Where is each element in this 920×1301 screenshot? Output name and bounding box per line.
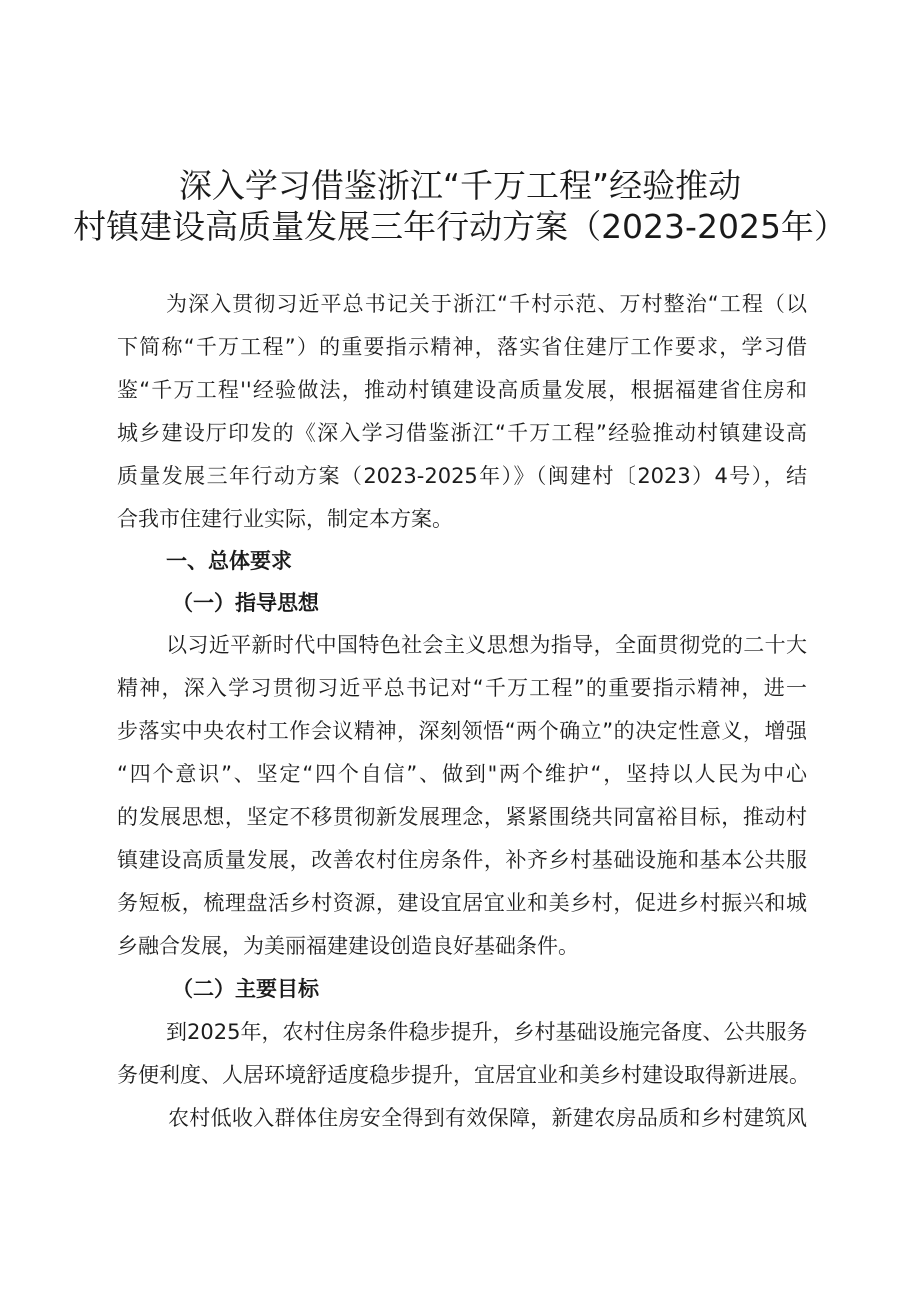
paragraph-line: 乡融合发展，为美丽福建建设创造良好基础条件。 (117, 934, 579, 958)
document-title-line-2: 村镇建设高质量发展三年行动方案（2023-2025年） (73, 207, 847, 246)
paragraph-line: 到2025年，农村住房条件稳步提升，乡村基础设施完备度、公共服务 (166, 1020, 808, 1044)
paragraph-line: 精神，深入学习贯彻习近平总书记对“千万工程”的重要指示精神，进一 (117, 676, 807, 700)
paragraph-line: “四个意识”、坚定“四个自信”、做到"两个维护“，坚持以人民为中心 (117, 762, 807, 786)
subsection-heading: （二）主要目标 (172, 977, 319, 1001)
paragraph-line: 农村低收入群体住房安全得到有效保障，新建农房品质和乡村建筑风 (168, 1106, 807, 1130)
paragraph-line: 务便利度、人居环境舒适度稳步提升，宜居宜业和美乡村建设取得新进展。 (117, 1063, 810, 1087)
section-heading: 一、总体要求 (166, 549, 292, 573)
paragraph-line: 以习近平新时代中国特色社会主义思想为指导，全面贯彻党的二十大 (166, 633, 807, 657)
intro-line: 合我市住建行业实际，制定本方案。 (117, 507, 453, 531)
subsection-heading: （一）指导思想 (172, 591, 319, 615)
paragraph-line: 的发展思想，坚定不移贯彻新发展理念，紧紧围绕共同富裕目标，推动村 (117, 805, 807, 829)
paragraph-line: 镇建设高质量发展，改善农村住房条件，补齐乡村基础设施和基本公共服 (117, 848, 807, 872)
paragraph-line: 步落实中央农村工作会议精神，深刻领悟“两个确立”的决定性意义，增强 (117, 719, 807, 743)
paragraph-line: 务短板，梳理盘活乡村资源，建设宜居宜业和美乡村，促进乡村振兴和城 (117, 891, 807, 915)
intro-line: 鉴“千万工程''经验做法，推动村镇建设高质量发展，根据福建省住房和 (117, 378, 807, 402)
intro-line: 下简称“千万工程”）的重要指示精神，落实省住建厅工作要求，学习借 (117, 335, 807, 359)
document-title-line-1: 深入学习借鉴浙江“千万工程”经验推动 (178, 166, 742, 205)
intro-line: 城乡建设厅印发的《深入学习借鉴浙江“千万工程”经验推动村镇建设高 (117, 421, 807, 445)
intro-line: 质量发展三年行动方案（2023-2025年）》（闽建村〔2023）4号），结 (117, 464, 807, 488)
intro-line: 为深入贯彻习近平总书记关于浙江“千村示范、万村整治“工程（以 (166, 292, 807, 316)
